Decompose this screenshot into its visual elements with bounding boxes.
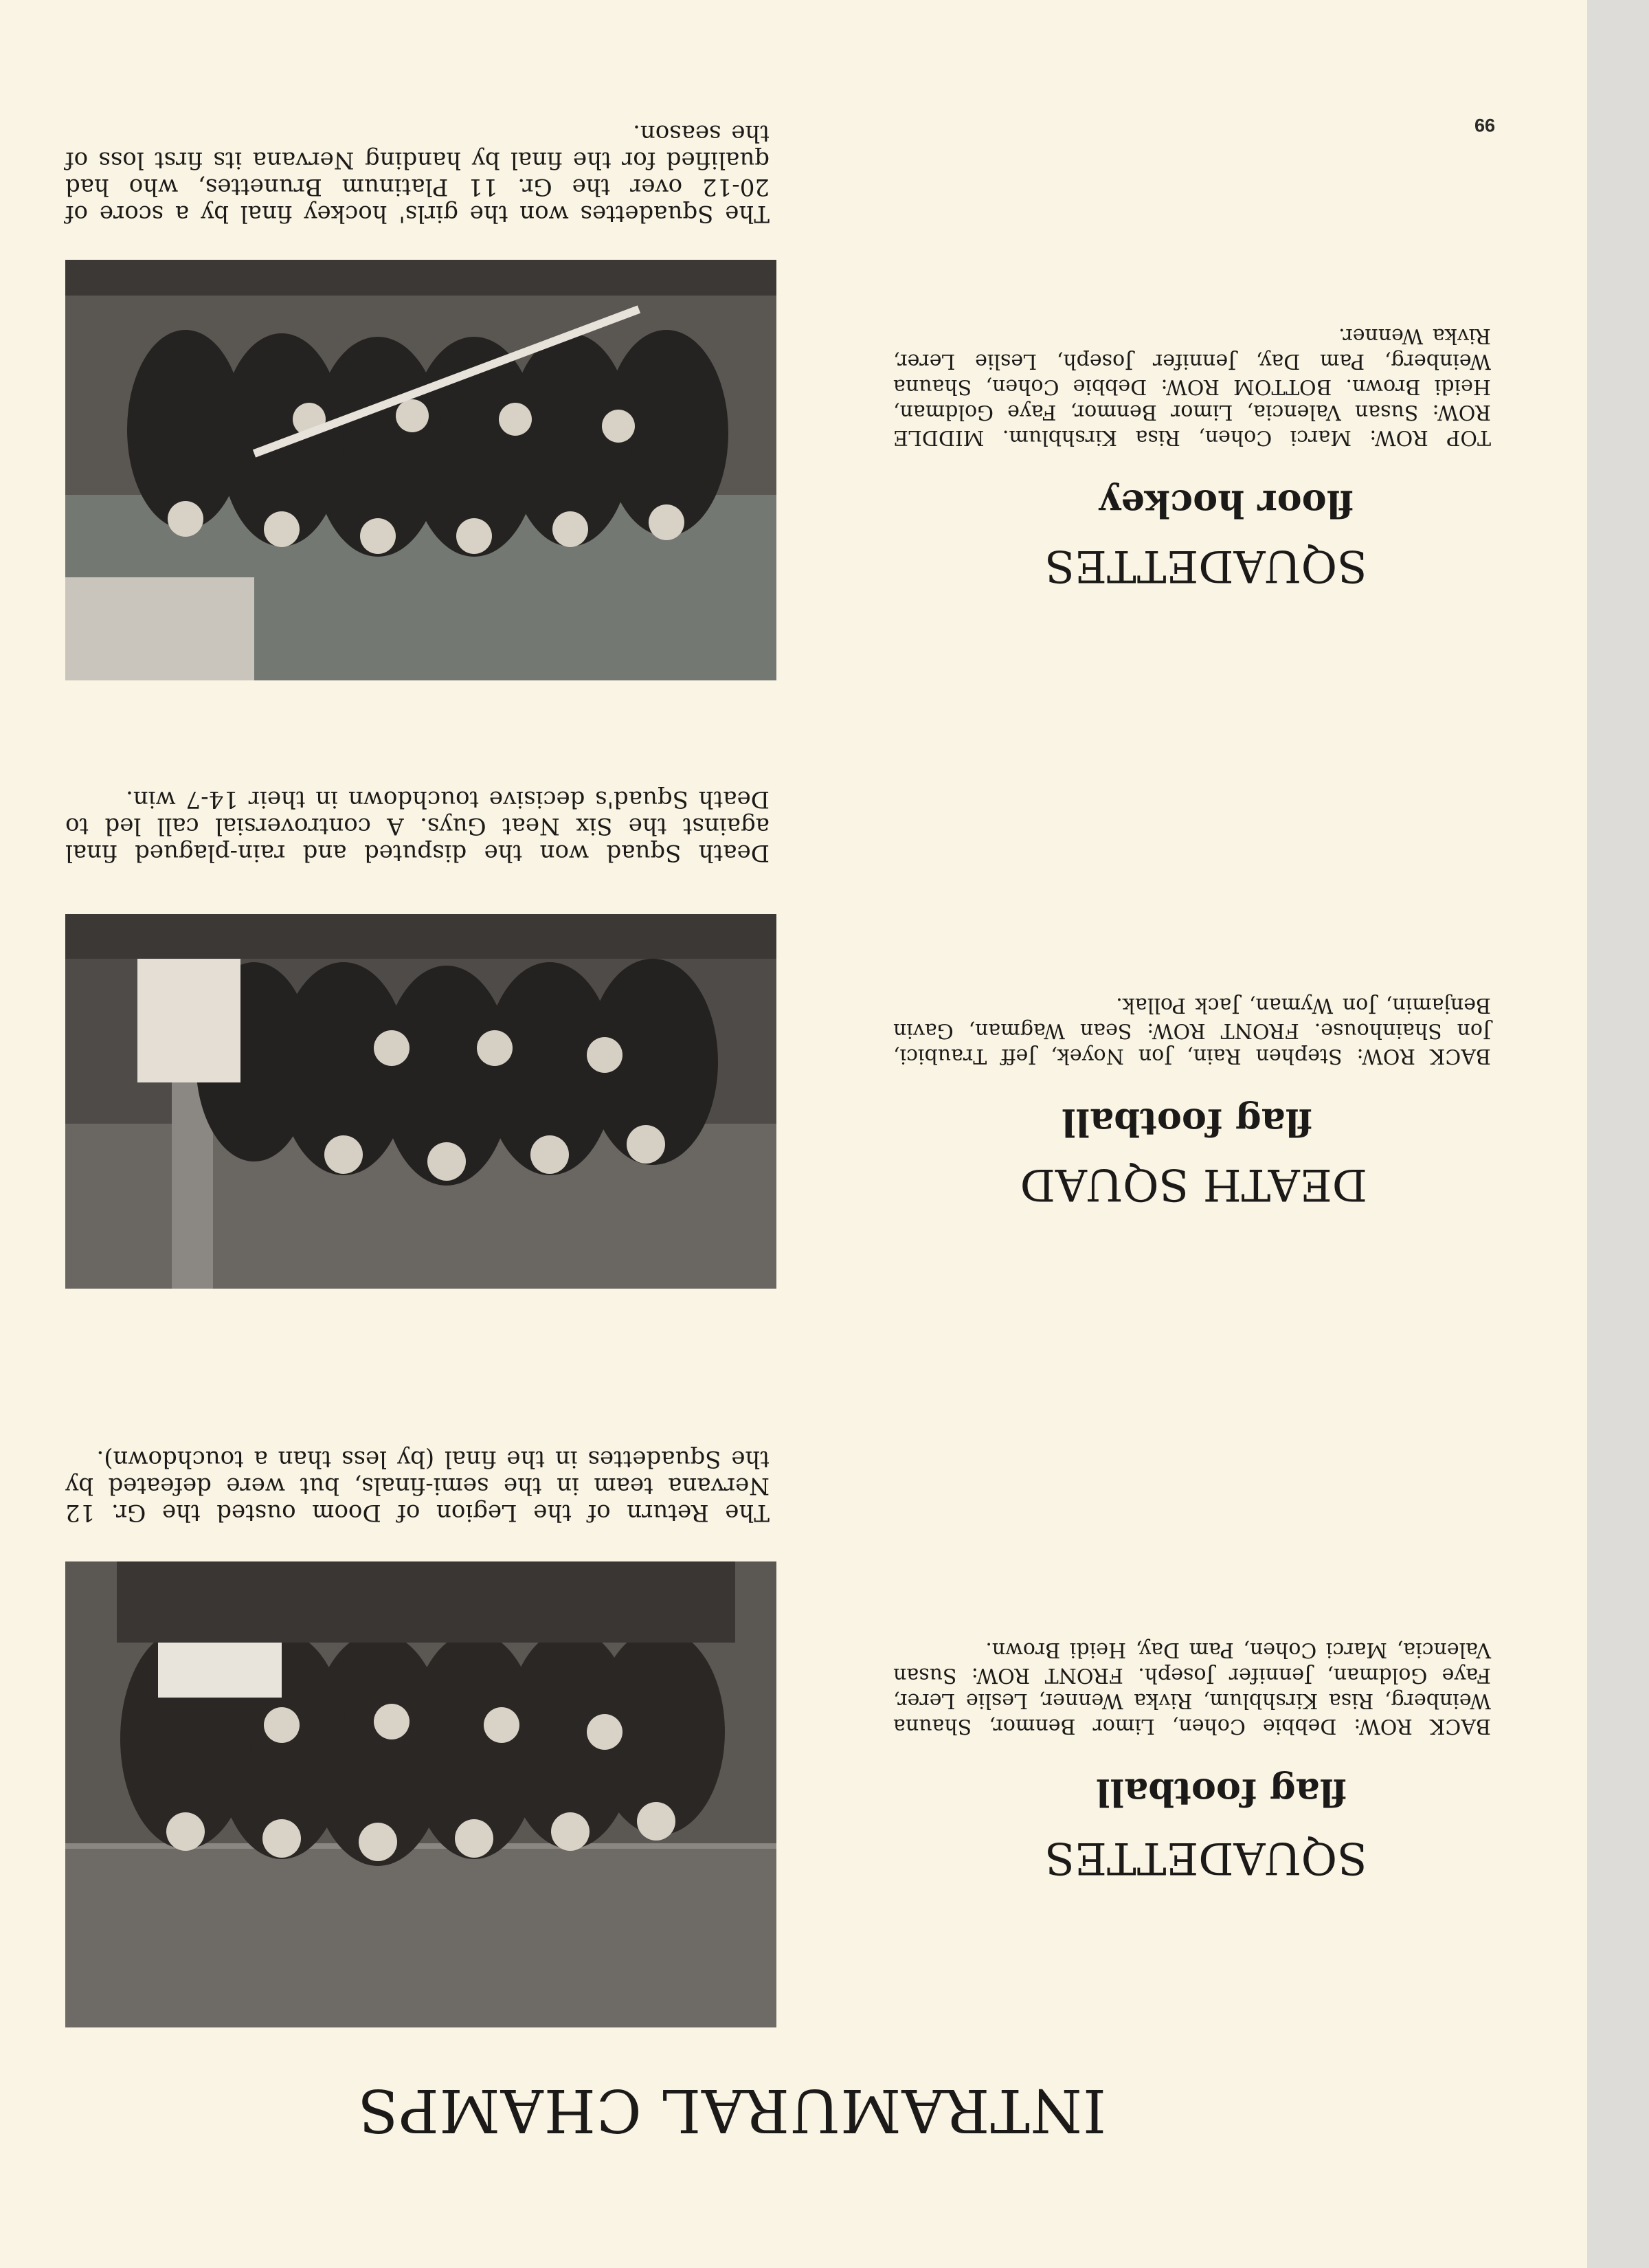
team-name-squadettes-flag: SQUADETTES xyxy=(1044,1832,1367,1883)
team-roster-squadettes-hockey: TOP ROW: Marci Cohen, Risa Kirshblum. MIDDLE ROW: Susan Valencia, Limor Benmor, Faye Goldman, Heidi Brown. BOTTOM ROW: Debbie Cohen, Shauna Weinberg, Pam Day, Jennifer Joseph, Leslie Lerer, Rivka Wenner. xyxy=(893,324,1491,449)
page-title: INTRAMURAL CHAMPS xyxy=(357,2076,1106,2144)
team-sport-flag-football-girls: flag football xyxy=(1096,1770,1347,1814)
page-number: 99 xyxy=(1474,115,1496,135)
team-roster-death-squad: BACK ROW: Stephen Rain, Jon Noyek, Jeff Traubici, Jon Shainhouse. FRONT ROW: Sean Wagman, Gavin Benjamin, Jon Wyman, Jack Pollak. xyxy=(893,993,1491,1068)
team-photo-squadettes-floor-hockey xyxy=(65,260,776,680)
caption-squadettes-flag: The Return of the Legion of Doom ousted the Gr. 12 Nervana team in the semi-finals, but were defeated by the Squadettes in the final (by less than a touchdown). xyxy=(65,1445,770,1526)
caption-squadettes-hockey: The Squadettes won the girls' hockey final by a score of 20-12 over the Gr. 11 Platinum Brunettes, who had qualified for the final by handing Nervana its first loss of the season. xyxy=(65,120,770,227)
team-roster-squadettes-flag: BACK ROW: Debbie Cohen, Limor Benmor, Shauna Weinberg, Risa Kirshblum, Rivka Wenner, Leslie Lerer, Faye Goldman, Jennifer Joseph. FRONT ROW: Susan Valencia, Marci Cohen, Pam Day, Heidi Brown. xyxy=(893,1638,1491,1738)
team-photo-squadettes-flag-football xyxy=(65,1561,776,2027)
team-photo-death-squad xyxy=(65,914,776,1289)
team-name-squadettes-hockey: SQUADETTES xyxy=(1044,540,1367,591)
team-name-death-squad: DEATH SQUAD xyxy=(1020,1159,1367,1210)
team-sport-floor-hockey: floor hockey xyxy=(1099,482,1354,526)
team-sport-flag-football-boys: flag football xyxy=(1062,1100,1312,1144)
caption-death-squad: Death Squad won the disputed and rain-plagued final against the Six Neat Guys. A controversial call led to Death Squad's decisive touchdown in their 14-7 win. xyxy=(65,786,770,867)
